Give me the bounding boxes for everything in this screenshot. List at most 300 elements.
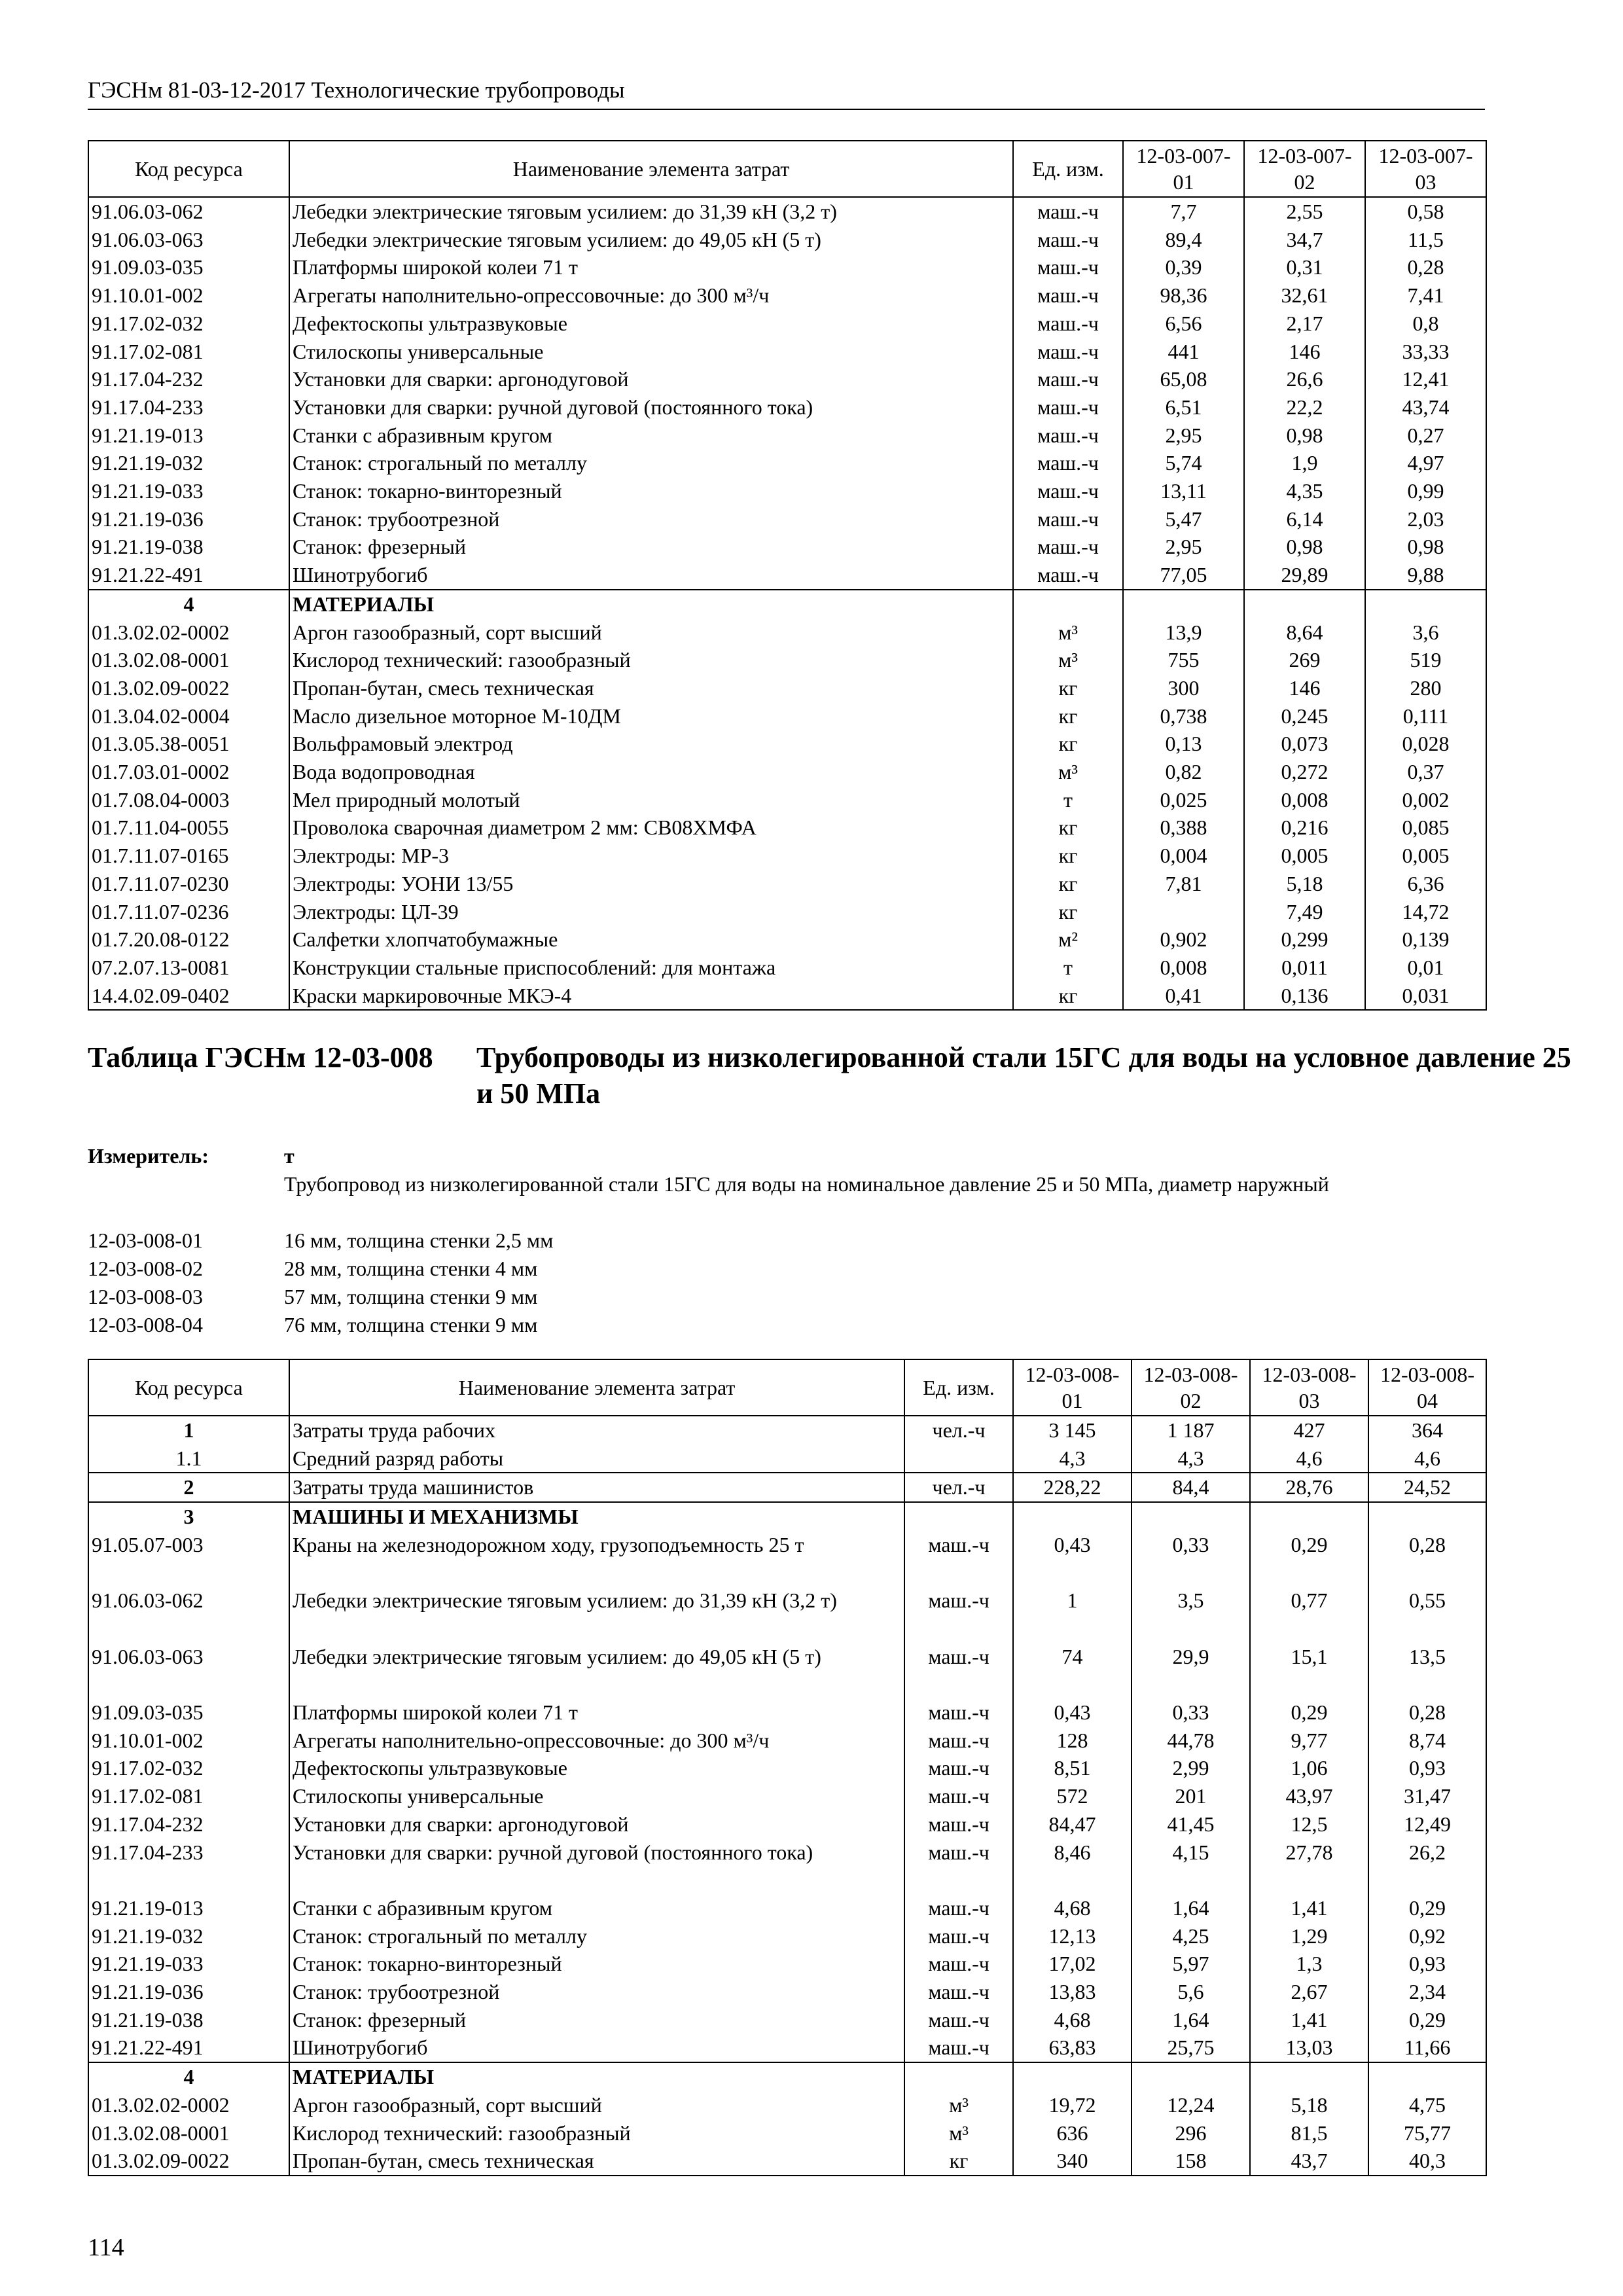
- value-cell: 4,75: [1368, 2091, 1486, 2119]
- table-row: [88, 533, 1486, 561]
- resource-code-cell: 91.21.19-038: [88, 533, 289, 561]
- column-header: Ед. изм.: [1013, 141, 1123, 197]
- measure-label: Измеритель:: [88, 1144, 209, 1168]
- value-cell: 6,14: [1244, 505, 1365, 533]
- resource-name-cell: Станок: токарно-винторезный: [289, 477, 1013, 505]
- value-cell: 0,33: [1132, 1698, 1250, 1727]
- resource-code-cell: 1: [88, 1416, 289, 1444]
- table-row: [88, 730, 1486, 758]
- value-cell: 13,11: [1123, 477, 1244, 505]
- value-cell: 0,37: [1365, 758, 1486, 786]
- measure-item-code: 12-03-008-01: [88, 1229, 203, 1252]
- value-cell: [1365, 590, 1486, 619]
- resource-code-cell: 91.21.22-491: [88, 2034, 289, 2062]
- table-row: [88, 619, 1486, 647]
- unit-cell: м³: [1013, 646, 1123, 674]
- resource-name-cell: Стилоскопы универсальные: [289, 1782, 904, 1810]
- resource-code-cell: 91.06.03-063: [88, 226, 289, 254]
- value-cell: 1,3: [1250, 1950, 1368, 1978]
- resource-name-cell: Станки с абразивным кругом: [289, 1894, 904, 1922]
- value-cell: 0,008: [1123, 954, 1244, 982]
- value-cell: 6,36: [1365, 870, 1486, 898]
- resource-name-cell: Лебедки электрические тяговым усилием: до 31,39 кН (3,2 т): [289, 1587, 904, 1642]
- unit-cell: чел.-ч: [904, 1473, 1013, 1502]
- measure-item-text: 57 мм, толщина стенки 9 мм: [284, 1285, 538, 1308]
- value-cell: 636: [1013, 2119, 1132, 2147]
- value-cell: 364: [1368, 1416, 1486, 1444]
- resource-name-cell: Электроды: УОНИ 13/55: [289, 870, 1013, 898]
- resource-code-cell: 91.17.04-233: [88, 393, 289, 422]
- value-cell: 0,011: [1244, 954, 1365, 982]
- value-cell: 81,5: [1250, 2119, 1368, 2147]
- unit-cell: маш.-ч: [1013, 477, 1123, 505]
- table-row: [88, 1810, 1486, 1839]
- resource-code-cell: 91.17.04-232: [88, 365, 289, 393]
- table-row: [88, 2147, 1486, 2176]
- value-cell: 4,15: [1132, 1839, 1250, 1894]
- unit-cell: [1013, 590, 1123, 619]
- column-header: 12-03-007-02: [1244, 141, 1365, 197]
- value-cell: 2,95: [1123, 422, 1244, 450]
- value-cell: 11,5: [1365, 226, 1486, 254]
- resource-code-cell: 3: [88, 1502, 289, 1531]
- table-row: [88, 449, 1486, 477]
- unit-cell: м³: [904, 2091, 1013, 2119]
- unit-cell: маш.-ч: [904, 1894, 1013, 1922]
- table-row: [88, 1416, 1486, 1444]
- unit-cell: кг: [1013, 982, 1123, 1011]
- table-row: [88, 2091, 1486, 2119]
- value-cell: 32,61: [1244, 281, 1365, 310]
- value-cell: 98,36: [1123, 281, 1244, 310]
- table-row: [88, 477, 1486, 505]
- value-cell: 8,46: [1013, 1839, 1132, 1894]
- value-cell: 0,245: [1244, 702, 1365, 730]
- resource-name-cell: Электроды: МР-3: [289, 842, 1013, 870]
- unit-cell: кг: [1013, 898, 1123, 926]
- table-row: [88, 1502, 1486, 1531]
- value-cell: 3,6: [1365, 619, 1486, 647]
- unit-cell: чел.-ч: [904, 1416, 1013, 1444]
- resource-code-cell: 07.2.07.13-0081: [88, 954, 289, 982]
- value-cell: 0,29: [1250, 1698, 1368, 1727]
- unit-cell: маш.-ч: [904, 1810, 1013, 1839]
- table-row: [88, 393, 1486, 422]
- value-cell: 29,9: [1132, 1643, 1250, 1698]
- resource-name-cell: Лебедки электрические тяговым усилием: до 49,05 кН (5 т): [289, 226, 1013, 254]
- value-cell: 0,98: [1365, 533, 1486, 561]
- value-cell: 0,58: [1365, 197, 1486, 226]
- resource-code-cell: 91.17.04-232: [88, 1810, 289, 1839]
- table-row: [88, 590, 1486, 619]
- value-cell: 6,51: [1123, 393, 1244, 422]
- table-row: [88, 954, 1486, 982]
- value-cell: 0,01: [1365, 954, 1486, 982]
- value-cell: 33,33: [1365, 338, 1486, 366]
- value-cell: [1132, 2062, 1250, 2091]
- resource-name-cell: Платформы широкой колеи 71 т: [289, 1698, 904, 1727]
- value-cell: 84,47: [1013, 1810, 1132, 1839]
- resource-name-cell: Станок: трубоотрезной: [289, 505, 1013, 533]
- unit-cell: маш.-ч: [904, 1587, 1013, 1642]
- resource-name-cell: Станок: фрезерный: [289, 2006, 904, 2034]
- resource-code-cell: 91.10.01-002: [88, 1727, 289, 1755]
- value-cell: 300: [1123, 674, 1244, 702]
- resource-name-cell: Аргон газообразный, сорт высший: [289, 619, 1013, 647]
- resource-name-cell: МАТЕРИАЛЫ: [289, 2062, 904, 2091]
- value-cell: [1368, 2062, 1486, 2091]
- value-cell: 31,47: [1368, 1782, 1486, 1810]
- value-cell: 296: [1132, 2119, 1250, 2147]
- value-cell: 4,68: [1013, 1894, 1132, 1922]
- value-cell: 5,18: [1250, 2091, 1368, 2119]
- value-cell: 74: [1013, 1643, 1132, 1698]
- value-cell: 7,7: [1123, 197, 1244, 226]
- resource-code-cell: 91.17.02-081: [88, 338, 289, 366]
- value-cell: 4,68: [1013, 2006, 1132, 2034]
- value-cell: 0,93: [1368, 1950, 1486, 1978]
- resource-code-cell: 91.21.19-033: [88, 1950, 289, 1978]
- table-row: [88, 253, 1486, 281]
- table-row: [88, 1727, 1486, 1755]
- value-cell: 1,41: [1250, 1894, 1368, 1922]
- value-cell: 29,89: [1244, 561, 1365, 590]
- value-cell: 0,031: [1365, 982, 1486, 1011]
- value-cell: 0,29: [1368, 1894, 1486, 1922]
- resource-name-cell: Шинотрубогиб: [289, 2034, 904, 2062]
- value-cell: [1250, 2062, 1368, 2091]
- column-header: 12-03-007-03: [1365, 141, 1486, 197]
- value-cell: 6,56: [1123, 310, 1244, 338]
- value-cell: 0,77: [1250, 1587, 1368, 1642]
- value-cell: 0,43: [1013, 1698, 1132, 1727]
- resource-code-cell: 91.06.03-062: [88, 1587, 289, 1642]
- value-cell: 0,136: [1244, 982, 1365, 1011]
- value-cell: 5,18: [1244, 870, 1365, 898]
- value-cell: 4,25: [1132, 1922, 1250, 1950]
- value-cell: 2,17: [1244, 310, 1365, 338]
- table-header-row: [88, 141, 1486, 197]
- unit-cell: маш.-ч: [904, 2006, 1013, 2034]
- unit-cell: кг: [1013, 702, 1123, 730]
- value-cell: 12,5: [1250, 1810, 1368, 1839]
- resource-name-cell: Станок: трубоотрезной: [289, 1978, 904, 2006]
- resource-code-cell: 91.21.19-032: [88, 449, 289, 477]
- table-row: [88, 674, 1486, 702]
- unit-cell: кг: [1013, 814, 1123, 842]
- resource-name-cell: Электроды: ЦЛ-39: [289, 898, 1013, 926]
- value-cell: 0,93: [1368, 1754, 1486, 1782]
- value-cell: 5,97: [1132, 1950, 1250, 1978]
- page-number: 114: [88, 2234, 124, 2261]
- resource-name-cell: Аргон газообразный, сорт высший: [289, 2091, 904, 2119]
- unit-cell: кг: [1013, 842, 1123, 870]
- table-row: [88, 1531, 1486, 1587]
- column-header: 12-03-008-01: [1013, 1359, 1132, 1416]
- value-cell: 0,738: [1123, 702, 1244, 730]
- resource-code-cell: 14.4.02.09-0402: [88, 982, 289, 1011]
- unit-cell: маш.-ч: [1013, 561, 1123, 590]
- table-row: [88, 2006, 1486, 2034]
- table-row: [88, 2119, 1486, 2147]
- resource-code-cell: 91.21.19-013: [88, 422, 289, 450]
- value-cell: 8,51: [1013, 1754, 1132, 1782]
- value-cell: 0,92: [1368, 1922, 1486, 1950]
- measure-item-code: 12-03-008-02: [88, 1257, 203, 1280]
- value-cell: 519: [1365, 646, 1486, 674]
- resource-name-cell: Кислород технический: газообразный: [289, 2119, 904, 2147]
- value-cell: [1132, 1502, 1250, 1531]
- resource-code-cell: 01.7.11.07-0230: [88, 870, 289, 898]
- resource-code-cell: 1.1: [88, 1444, 289, 1473]
- unit-cell: маш.-ч: [1013, 393, 1123, 422]
- value-cell: 0,28: [1368, 1531, 1486, 1587]
- value-cell: 7,49: [1244, 898, 1365, 926]
- table-row: [88, 338, 1486, 366]
- table-row: [88, 1754, 1486, 1782]
- measure-item-code: 12-03-008-04: [88, 1313, 203, 1336]
- value-cell: 41,45: [1132, 1810, 1250, 1839]
- resource-name-cell: Установки для сварки: ручной дуговой (постоянного тока): [289, 393, 1013, 422]
- resource-code-cell: 01.3.02.09-0022: [88, 674, 289, 702]
- resource-code-cell: 91.21.22-491: [88, 561, 289, 590]
- value-cell: 128: [1013, 1727, 1132, 1755]
- value-cell: 15,1: [1250, 1643, 1368, 1698]
- unit-cell: маш.-ч: [904, 1727, 1013, 1755]
- value-cell: [1013, 1502, 1132, 1531]
- resource-code-cell: 91.05.07-003: [88, 1531, 289, 1587]
- table-row: [88, 197, 1486, 226]
- resource-code-cell: 91.06.03-063: [88, 1643, 289, 1698]
- value-cell: 572: [1013, 1782, 1132, 1810]
- value-cell: 0,005: [1365, 842, 1486, 870]
- resource-name-cell: Станки с абразивным кругом: [289, 422, 1013, 450]
- resource-name-cell: Кислород технический: газообразный: [289, 646, 1013, 674]
- unit-cell: маш.-ч: [904, 1531, 1013, 1587]
- resource-code-cell: 01.3.04.02-0004: [88, 702, 289, 730]
- resource-code-cell: 91.21.19-036: [88, 1978, 289, 2006]
- resource-name-cell: МАТЕРИАЛЫ: [289, 590, 1013, 619]
- resource-name-cell: Дефектоскопы ультразвуковые: [289, 310, 1013, 338]
- column-header: 12-03-008-04: [1368, 1359, 1486, 1416]
- value-cell: 1,29: [1250, 1922, 1368, 1950]
- unit-cell: кг: [1013, 674, 1123, 702]
- unit-cell: кг: [1013, 730, 1123, 758]
- value-cell: 0,005: [1244, 842, 1365, 870]
- resource-code-cell: 4: [88, 2062, 289, 2091]
- resource-code-cell: 91.21.19-032: [88, 1922, 289, 1950]
- table-row: [88, 702, 1486, 730]
- value-cell: 19,72: [1013, 2091, 1132, 2119]
- value-cell: 63,83: [1013, 2034, 1132, 2062]
- resource-code-cell: 01.3.02.08-0001: [88, 646, 289, 674]
- unit-cell: маш.-ч: [1013, 449, 1123, 477]
- table-row: [88, 226, 1486, 254]
- resource-code-cell: 91.09.03-035: [88, 1698, 289, 1727]
- resource-name-cell: Установки для сварки: аргонодуговой: [289, 365, 1013, 393]
- value-cell: 269: [1244, 646, 1365, 674]
- measure-item-text: 28 мм, толщина стенки 4 мм: [284, 1257, 538, 1280]
- unit-cell: м³: [1013, 619, 1123, 647]
- value-cell: 2,34: [1368, 1978, 1486, 2006]
- value-cell: 0,39: [1123, 253, 1244, 281]
- resource-code-cell: 91.17.04-233: [88, 1839, 289, 1894]
- resource-code-cell: 01.7.08.04-0003: [88, 786, 289, 814]
- table-row: [88, 1587, 1486, 1642]
- value-cell: 0,085: [1365, 814, 1486, 842]
- value-cell: 0,82: [1123, 758, 1244, 786]
- table-row: [88, 1839, 1486, 1894]
- value-cell: 75,77: [1368, 2119, 1486, 2147]
- value-cell: 0,27: [1365, 422, 1486, 450]
- resource-name-cell: Дефектоскопы ультразвуковые: [289, 1754, 904, 1782]
- value-cell: 26,2: [1368, 1839, 1486, 1894]
- value-cell: 0,29: [1368, 2006, 1486, 2034]
- resource-name-cell: Конструкции стальные приспособлений: для монтажа: [289, 954, 1013, 982]
- resource-code-cell: 91.17.02-032: [88, 1754, 289, 1782]
- value-cell: 1: [1013, 1587, 1132, 1642]
- value-cell: 5,74: [1123, 449, 1244, 477]
- table-row: [88, 646, 1486, 674]
- resource-table-008: [88, 1359, 1487, 2176]
- value-cell: 84,4: [1132, 1473, 1250, 1502]
- value-cell: 0,55: [1368, 1587, 1486, 1642]
- resource-code-cell: 01.3.05.38-0051: [88, 730, 289, 758]
- resource-name-cell: Лебедки электрические тяговым усилием: до 49,05 кН (5 т): [289, 1643, 904, 1698]
- value-cell: 5,47: [1123, 505, 1244, 533]
- unit-cell: маш.-ч: [904, 1950, 1013, 1978]
- unit-cell: маш.-ч: [904, 2034, 1013, 2062]
- value-cell: 0,8: [1365, 310, 1486, 338]
- unit-cell: маш.-ч: [904, 1754, 1013, 1782]
- table-row: [88, 1922, 1486, 1950]
- unit-cell: маш.-ч: [904, 1643, 1013, 1698]
- resource-name-cell: Станок: строгальный по металлу: [289, 1922, 904, 1950]
- unit-cell: [904, 2062, 1013, 2091]
- unit-cell: м³: [1013, 758, 1123, 786]
- unit-cell: маш.-ч: [1013, 365, 1123, 393]
- value-cell: 1 187: [1132, 1416, 1250, 1444]
- resource-name-cell: Установки для сварки: ручной дуговой (постоянного тока): [289, 1839, 904, 1894]
- value-cell: 427: [1250, 1416, 1368, 1444]
- resource-code-cell: 01.7.11.07-0236: [88, 898, 289, 926]
- value-cell: 0,008: [1244, 786, 1365, 814]
- unit-cell: маш.-ч: [904, 1698, 1013, 1727]
- value-cell: 0,272: [1244, 758, 1365, 786]
- value-cell: [1013, 2062, 1132, 2091]
- value-cell: 0,388: [1123, 814, 1244, 842]
- resource-name-cell: Салфетки хлопчатобумажные: [289, 925, 1013, 954]
- table-row: [88, 842, 1486, 870]
- value-cell: 0,216: [1244, 814, 1365, 842]
- value-cell: 13,83: [1013, 1978, 1132, 2006]
- resource-code-cell: 91.10.01-002: [88, 281, 289, 310]
- value-cell: 4,97: [1365, 449, 1486, 477]
- resource-name-cell: Краски маркировочные МКЭ-4: [289, 982, 1013, 1011]
- value-cell: [1123, 898, 1244, 926]
- value-cell: 2,55: [1244, 197, 1365, 226]
- unit-cell: маш.-ч: [1013, 338, 1123, 366]
- resource-name-cell: Вольфрамовый электрод: [289, 730, 1013, 758]
- table-row: [88, 561, 1486, 590]
- unit-cell: маш.-ч: [904, 1978, 1013, 2006]
- column-header: Код ресурса: [88, 141, 289, 197]
- resource-code-cell: 2: [88, 1473, 289, 1502]
- value-cell: 4,6: [1368, 1444, 1486, 1473]
- resource-name-cell: Средний разряд работы: [289, 1444, 904, 1473]
- value-cell: 441: [1123, 338, 1244, 366]
- value-cell: 0,13: [1123, 730, 1244, 758]
- value-cell: 146: [1244, 338, 1365, 366]
- value-cell: 14,72: [1365, 898, 1486, 926]
- value-cell: 22,2: [1244, 393, 1365, 422]
- resource-name-cell: Вода водопроводная: [289, 758, 1013, 786]
- value-cell: 25,75: [1132, 2034, 1250, 2062]
- value-cell: 158: [1132, 2147, 1250, 2176]
- value-cell: 43,74: [1365, 393, 1486, 422]
- value-cell: 0,028: [1365, 730, 1486, 758]
- value-cell: 0,002: [1365, 786, 1486, 814]
- table-name: Трубопроводы из низколегированной стали 15ГС для воды на условное давление 25 и 50 МПа: [476, 1041, 1571, 1109]
- value-cell: 2,67: [1250, 1978, 1368, 2006]
- unit-cell: маш.-ч: [1013, 422, 1123, 450]
- value-cell: 1,06: [1250, 1754, 1368, 1782]
- value-cell: 201: [1132, 1782, 1250, 1810]
- column-header: 12-03-008-02: [1132, 1359, 1250, 1416]
- table-row: [88, 786, 1486, 814]
- measure-item-code: 12-03-008-03: [88, 1285, 203, 1308]
- value-cell: 8,74: [1368, 1727, 1486, 1755]
- resource-name-cell: Станок: строгальный по металлу: [289, 449, 1013, 477]
- resource-code-cell: 91.17.02-032: [88, 310, 289, 338]
- header-rule: [88, 109, 1485, 110]
- table-row: [88, 1698, 1486, 1727]
- value-cell: 4,3: [1013, 1444, 1132, 1473]
- value-cell: [1368, 1502, 1486, 1531]
- value-cell: 0,073: [1244, 730, 1365, 758]
- column-header: Наименование элемента затрат: [289, 141, 1013, 197]
- table-row: [88, 365, 1486, 393]
- resource-code-cell: 91.21.19-036: [88, 505, 289, 533]
- value-cell: 0,299: [1244, 925, 1365, 954]
- unit-cell: [904, 1502, 1013, 1531]
- resource-code-cell: 01.3.02.02-0002: [88, 619, 289, 647]
- value-cell: 27,78: [1250, 1839, 1368, 1894]
- value-cell: 8,64: [1244, 619, 1365, 647]
- unit-cell: маш.-ч: [904, 1782, 1013, 1810]
- resource-name-cell: Масло дизельное моторное М-10ДМ: [289, 702, 1013, 730]
- measure-item-text: 76 мм, толщина стенки 9 мм: [284, 1313, 538, 1336]
- resource-name-cell: Лебедки электрические тяговым усилием: до 31,39 кН (3,2 т): [289, 197, 1013, 226]
- resource-table-007: [88, 140, 1487, 1011]
- column-header: 12-03-008-03: [1250, 1359, 1368, 1416]
- value-cell: 24,52: [1368, 1473, 1486, 1502]
- unit-cell: м³: [904, 2119, 1013, 2147]
- value-cell: 44,78: [1132, 1727, 1250, 1755]
- resource-name-cell: Станок: токарно-винторезный: [289, 1950, 904, 1978]
- value-cell: 11,66: [1368, 2034, 1486, 2062]
- value-cell: 12,49: [1368, 1810, 1486, 1839]
- value-cell: 0,98: [1244, 422, 1365, 450]
- value-cell: 4,6: [1250, 1444, 1368, 1473]
- value-cell: 0,902: [1123, 925, 1244, 954]
- value-cell: 0,31: [1244, 253, 1365, 281]
- value-cell: 0,29: [1250, 1531, 1368, 1587]
- unit-cell: маш.-ч: [1013, 505, 1123, 533]
- unit-cell: маш.-ч: [1013, 226, 1123, 254]
- value-cell: 12,24: [1132, 2091, 1250, 2119]
- table-number: Таблица ГЭСНм 12-03-008: [88, 1041, 433, 1073]
